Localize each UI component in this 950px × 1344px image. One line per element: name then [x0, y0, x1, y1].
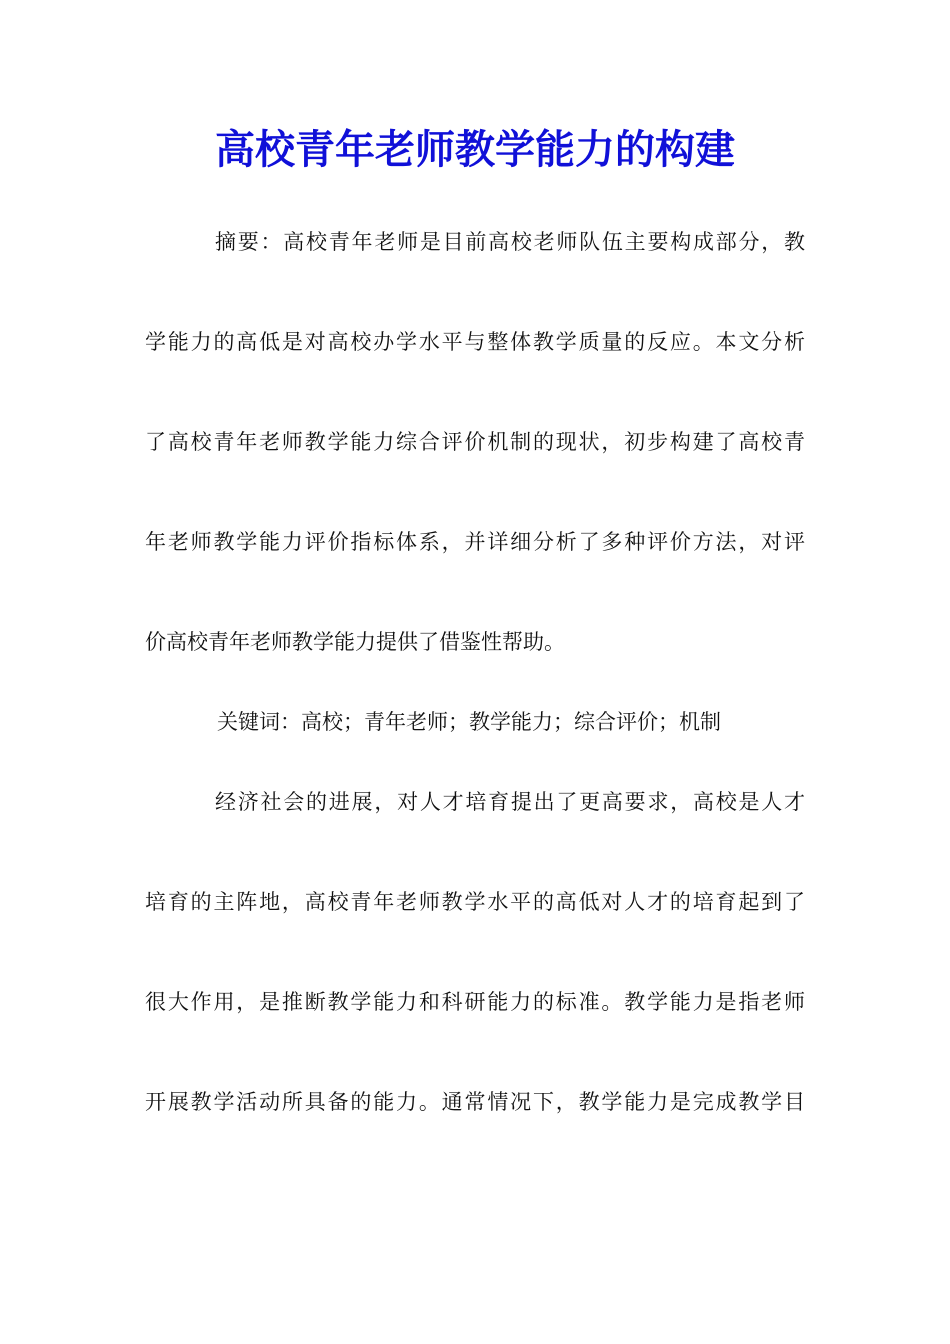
body-line: 培育的主阵地，高校青年老师教学水平的高低对人才的培育起到了	[145, 890, 805, 914]
document-title: 高校青年老师教学能力的构建	[215, 126, 735, 173]
abstract-line: 学能力的高低是对高校办学水平与整体教学质量的反应。本文分析	[145, 330, 805, 354]
abstract-line: 价高校青年老师教学能力提供了借鉴性帮助。	[145, 630, 565, 654]
keywords-line: 关键词：高校；青年老师；教学能力；综合评价；机制	[217, 710, 721, 734]
body-line: 很大作用，是推断教学能力和科研能力的标准。教学能力是指老师	[145, 990, 805, 1014]
abstract-line: 了高校青年老师教学能力综合评价机制的现状，初步构建了高校青	[145, 430, 805, 454]
abstract-line: 摘要：高校青年老师是目前高校老师队伍主要构成部分，教	[215, 230, 805, 254]
body-line: 开展教学活动所具备的能力。通常情况下，教学能力是完成教学目	[145, 1090, 805, 1114]
body-line: 经济社会的进展，对人才培育提出了更高要求，高校是人才	[215, 790, 805, 814]
abstract-line: 年老师教学能力评价指标体系，并详细分析了多种评价方法，对评	[145, 530, 805, 554]
